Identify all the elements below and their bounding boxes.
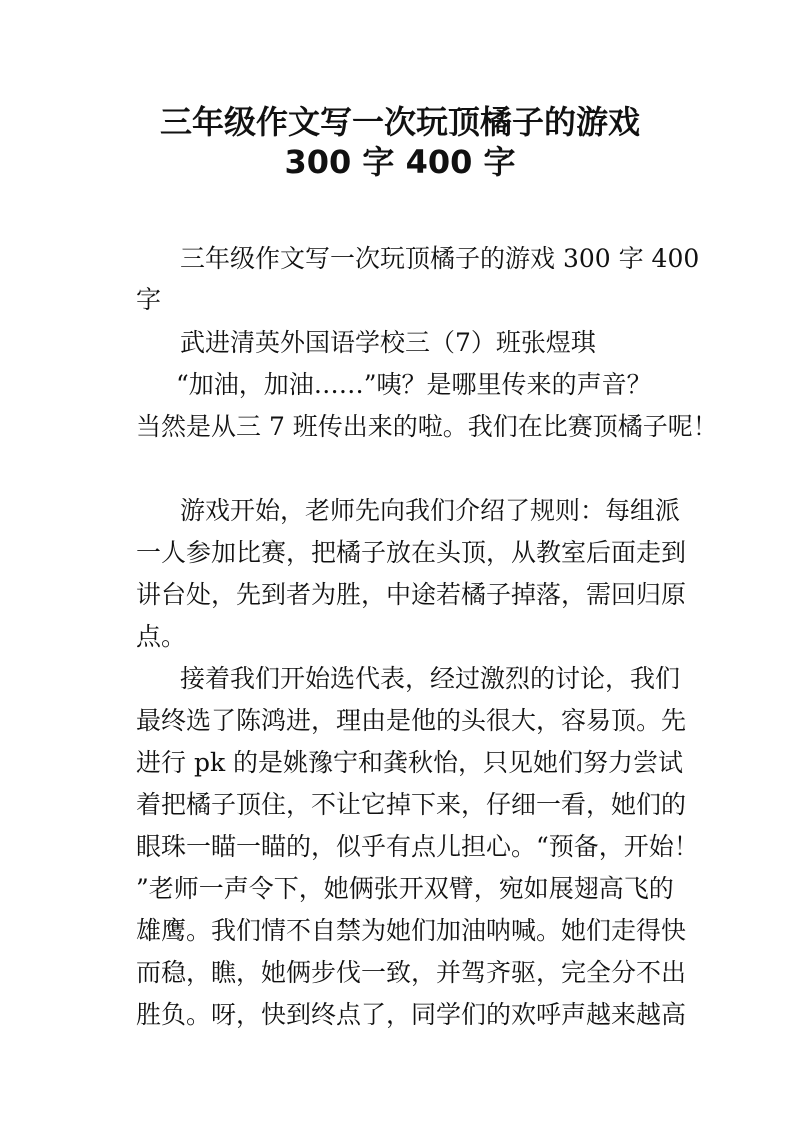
body-line-p2-4: 点。 bbox=[136, 622, 187, 651]
body-line-p2-3: 讲台处，先到者为胜，中途若橘子掉落，需回归原 bbox=[136, 580, 687, 609]
body-line-p2-1: 游戏开始，老师先向我们介绍了规则：每组派 bbox=[180, 496, 681, 525]
body-line-p3-4: 着把橘子顶住，不让它掉下来，仔细一看，她们的 bbox=[136, 790, 687, 819]
document-title-line-1: 三年级作文写一次玩顶橘子的游戏 bbox=[159, 103, 640, 141]
body-line-p3-1: 接着我们开始选代表，经过激烈的讨论，我们 bbox=[180, 664, 681, 693]
body-line-p3-6: ”老师一声令下，她俩张开双臂，宛如展翅高飞的 bbox=[136, 874, 674, 903]
body-line-p1-1: “加油，加油……”咦？是哪里传来的声音？ bbox=[176, 370, 652, 399]
document-title-line-2: 300 字 400 字 bbox=[284, 143, 516, 181]
body-line-p1-2: 当然是从三 7 班传出来的啦。我们在比赛顶橘子呢！ bbox=[136, 412, 718, 441]
body-line-p3-5: 眼珠一瞄一瞄的，似乎有点儿担心。“预备，开始！ bbox=[136, 832, 699, 861]
body-line-p3-8: 而稳，瞧，她俩步伐一致，并驾齐驱，完全分不出 bbox=[136, 958, 687, 987]
body-line-p3-3: 进行 pk 的是姚豫宁和龚秋怡，只见她们努力尝试 bbox=[136, 748, 684, 777]
body-line-subtitle-1: 三年级作文写一次玩顶橘子的游戏 300 字 400 bbox=[180, 244, 700, 273]
body-line-p3-9: 胜负。呀，快到终点了，同学们的欢呼声越来越高 bbox=[136, 1000, 687, 1029]
body-line-p3-2: 最终选了陈鸿进，理由是他的头很大，容易顶。先 bbox=[136, 706, 687, 735]
body-line-p2-2: 一人参加比赛，把橘子放在头顶，从教室后面走到 bbox=[136, 538, 687, 567]
body-line-p3-7: 雄鹰。我们情不自禁为她们加油呐喊。她们走得快 bbox=[136, 916, 687, 945]
body-line-author: 武进清英外国语学校三（7）班张煜琪 bbox=[180, 328, 596, 357]
body-line-subtitle-2: 字 bbox=[136, 285, 162, 314]
